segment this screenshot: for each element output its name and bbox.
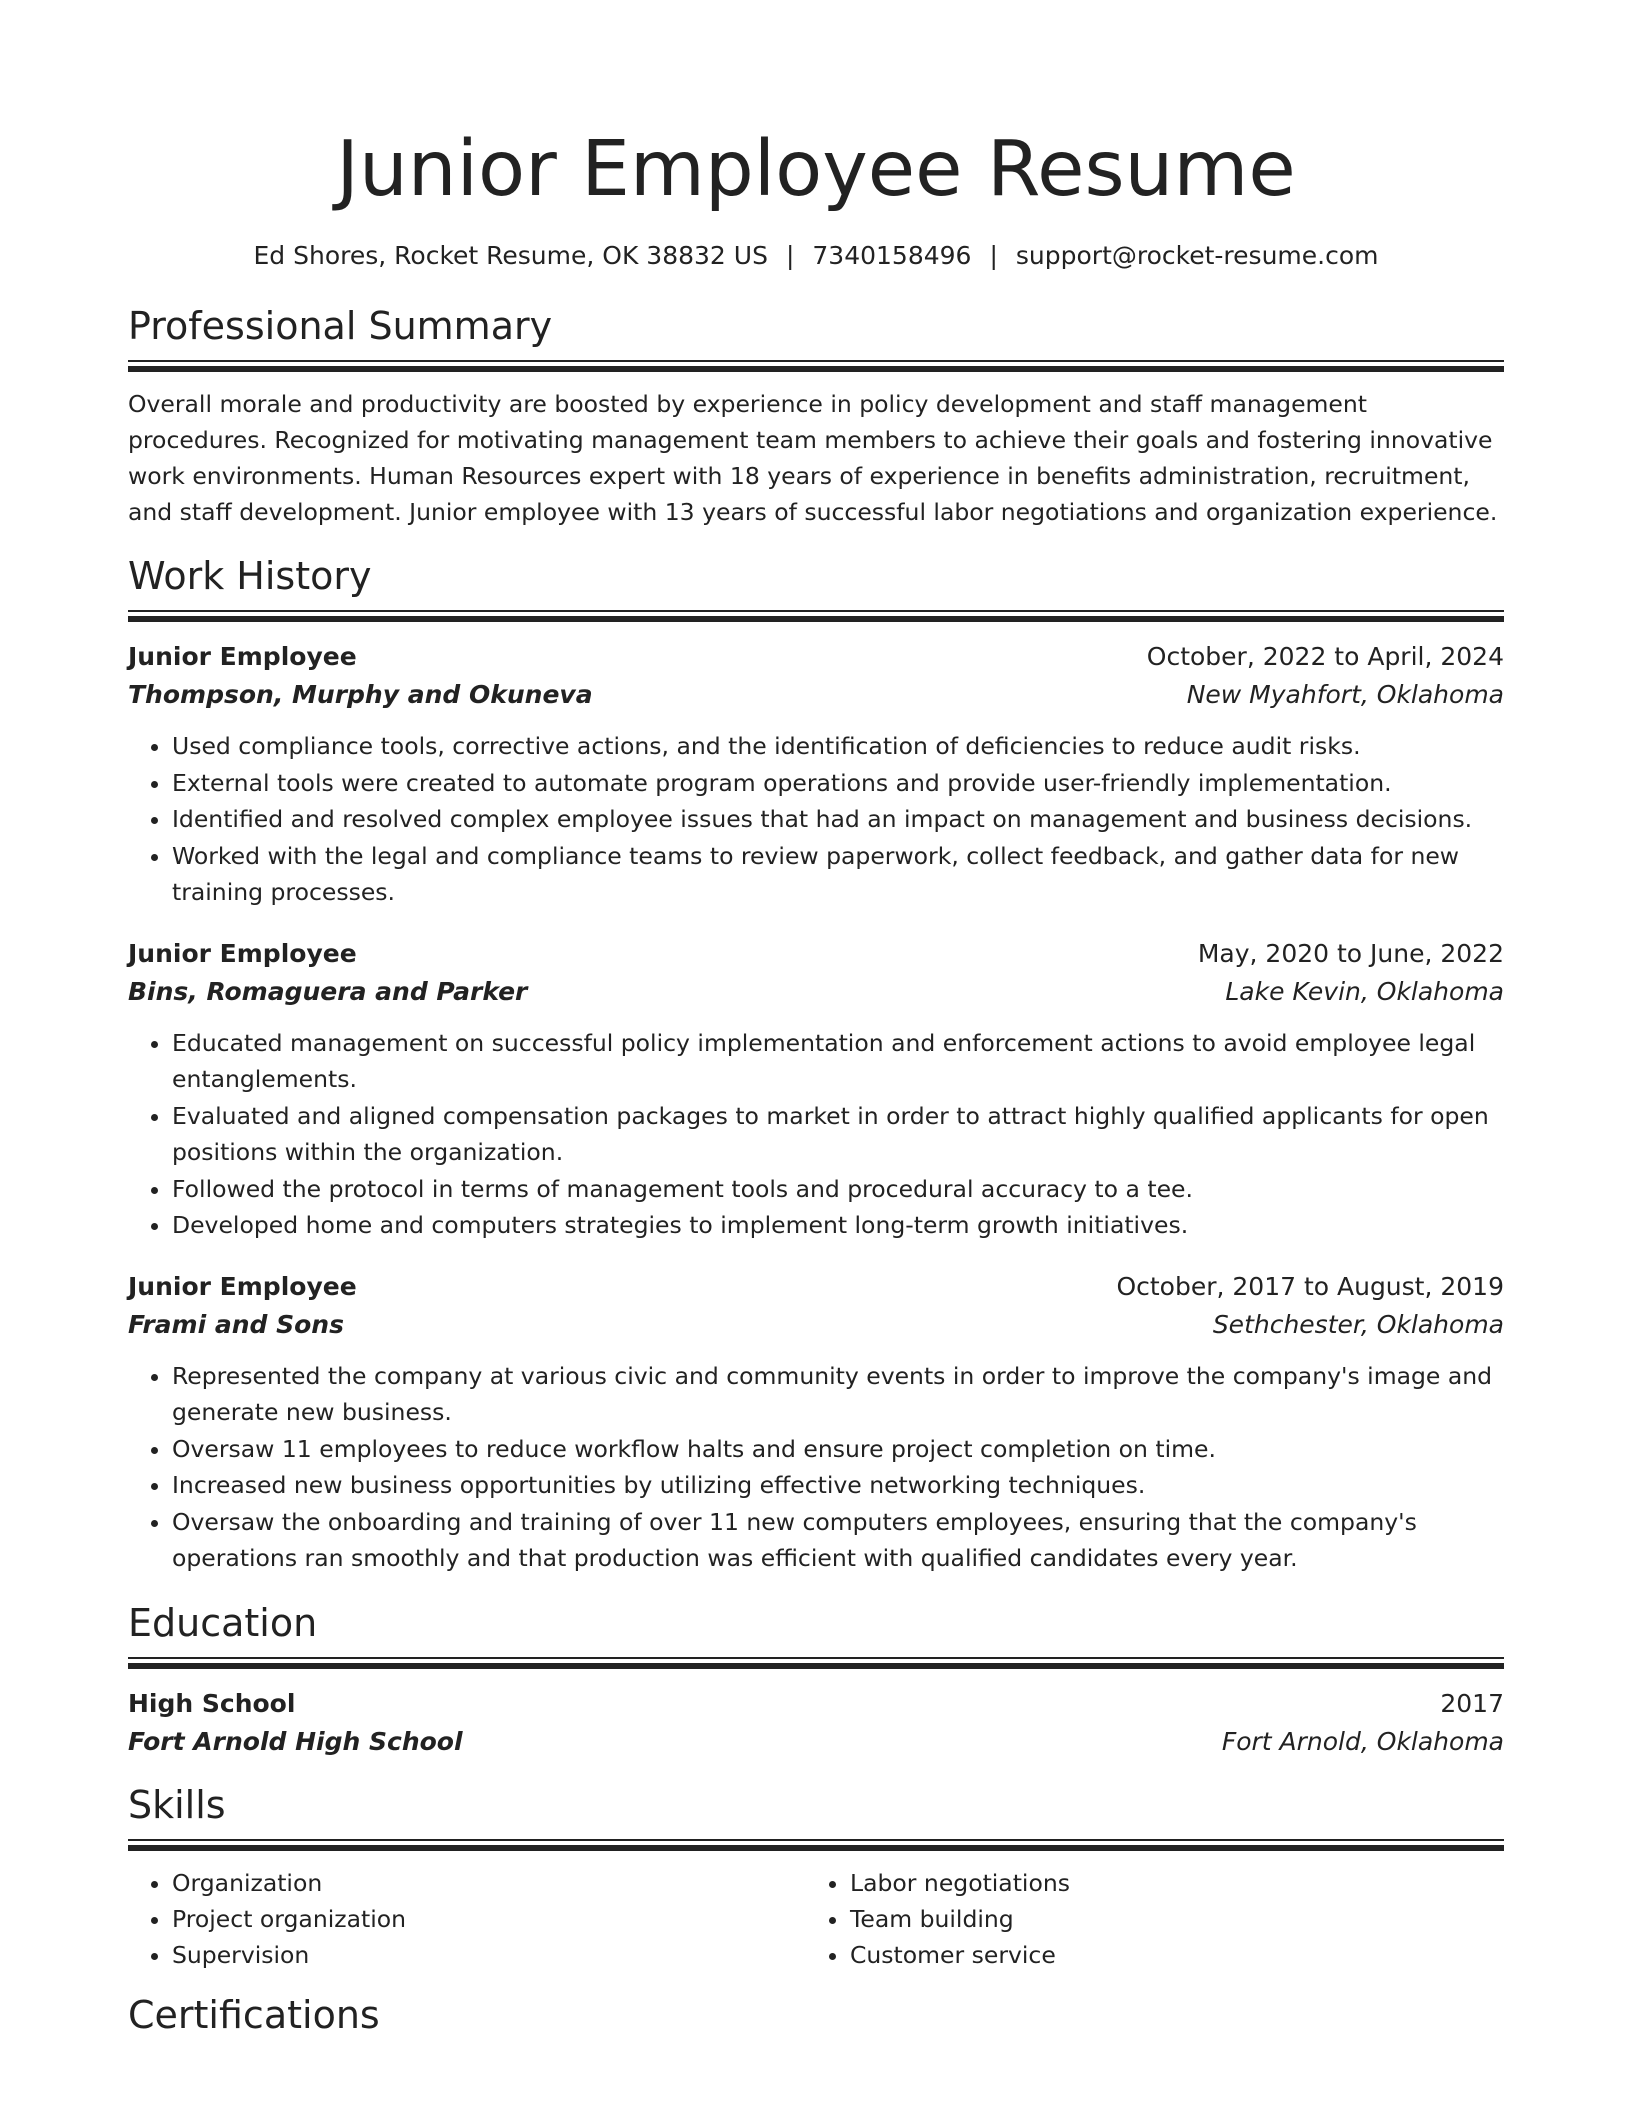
contact-separator: | <box>785 241 795 270</box>
page-title: Junior Employee Resume <box>336 125 1296 214</box>
job-entry <box>128 1268 1504 1577</box>
section-heading-work-history: Work History <box>128 554 372 598</box>
resume-page <box>128 0 1504 2039</box>
education-year: 2017 <box>1440 1688 1504 1718</box>
skill-item: • Customer service <box>850 1937 1484 1973</box>
skill-item: • Labor negotiations <box>850 1865 1484 1901</box>
job-bullet: • Evaluated and aligned compensation packages to market in order to attract highly qualified applicants for open positions within the organization. <box>172 1098 1504 1171</box>
job-bullet: • Developed home and computers strategies to implement long-term growth initiatives. <box>172 1207 1504 1244</box>
contact-line <box>128 240 1504 272</box>
job-location: New Myahfort, Oklahoma <box>1186 680 1504 709</box>
job-location: Lake Kevin, Oklahoma <box>1225 976 1504 1006</box>
skill-item: • Team building <box>850 1901 1484 1937</box>
skills-column-left <box>128 1865 806 1973</box>
job-bullet: • Followed the protocol in terms of management tools and procedural accuracy to a tee. <box>172 1171 1504 1208</box>
education-location: Fort Arnold, Oklahoma <box>1221 1726 1504 1756</box>
certifications-section <box>128 1991 1504 2039</box>
skills-section <box>128 1781 1504 1973</box>
section-heading-education: Education <box>128 1600 318 1645</box>
section-heading-skills: Skills <box>128 1782 226 1827</box>
job-title: Junior Employee <box>128 938 357 968</box>
job-bullet: • Educated management on successful policy implementation and enforcement actions to avoid employee legal entanglements. <box>172 1025 1504 1098</box>
job-dates: October, 2017 to August, 2019 <box>1116 1271 1504 1301</box>
job-bullet: • Increased new business opportunities by utilizing effective networking techniques. <box>172 1467 1504 1504</box>
job-bullet: • Identified and resolved complex employee issues that had an impact on management and business decisions. <box>172 801 1504 838</box>
job-company: Thompson, Murphy and Okuneva <box>128 680 593 709</box>
skills-column-right <box>806 1865 1484 1973</box>
education-degree: High School <box>128 1688 296 1718</box>
job-company: Bins, Romaguera and Parker <box>128 976 528 1006</box>
job-entry <box>128 638 1504 911</box>
contact-separator: | <box>989 241 998 270</box>
summary-text: Overall morale and productivity are boosted by experience in policy development and staff management procedures. Recognized for motivating management team members to achieve their goals and fostering innovative work environments. Human Resources expert with 18 years of experience in benefits administration, recruitment, and staff development. Junior employee with 13 years of successful labor negotiations and organization experience. <box>128 390 1498 526</box>
education-subheader <box>128 1723 1504 1761</box>
job-header <box>128 935 1504 973</box>
job-header <box>128 1268 1504 1306</box>
job-location: Sethchester, Oklahoma <box>1212 1309 1504 1339</box>
section-heading-certifications: Certifications <box>128 1992 380 2037</box>
summary-section <box>128 302 1504 530</box>
section-divider <box>128 360 1504 372</box>
education-entry <box>128 1685 1504 1761</box>
job-subheader <box>128 973 1504 1011</box>
job-header <box>128 638 1504 676</box>
section-divider <box>128 1839 1504 1851</box>
job-subheader <box>128 676 1504 714</box>
section-divider <box>128 1657 1504 1669</box>
job-bullet: • Represented the company at various civic and community events in order to improve the company's image and generate new business. <box>172 1358 1504 1431</box>
job-title: Junior Employee <box>128 642 357 671</box>
job-bullet: • Worked with the legal and compliance teams to review paperwork, collect feedback, and gather data for new training processes. <box>172 838 1504 911</box>
job-entry <box>128 935 1504 1244</box>
job-bullet: • Oversaw the onboarding and training of over 11 new computers employees, ensuring that the company's operations ran smoothly and that production was efficient with qualified candidates every year. <box>172 1504 1504 1577</box>
job-dates: October, 2022 to April, 2024 <box>1146 642 1504 671</box>
contact-email: support@rocket-resume.com <box>1015 241 1379 270</box>
education-header <box>128 1685 1504 1723</box>
job-bullet: • Used compliance tools, corrective actions, and the identification of deficiencies to reduce audit risks. <box>172 728 1504 765</box>
job-bullets <box>128 1358 1504 1577</box>
skills-grid <box>128 1865 1504 1973</box>
job-title: Junior Employee <box>128 1271 357 1301</box>
education-school: Fort Arnold High School <box>128 1726 463 1756</box>
job-bullets <box>128 1025 1504 1244</box>
section-heading-summary: Professional Summary <box>128 304 553 348</box>
section-divider <box>128 610 1504 622</box>
job-company: Frami and Sons <box>128 1309 344 1339</box>
work-history-section <box>128 552 1504 1577</box>
job-subheader <box>128 1306 1504 1344</box>
skill-item: • Organization <box>172 1865 806 1901</box>
education-section <box>128 1599 1504 1761</box>
contact-phone: 7340158496 <box>812 241 972 270</box>
job-bullet: • Oversaw 11 employees to reduce workflow halts and ensure project completion on time. <box>172 1431 1504 1468</box>
skill-item: • Project organization <box>172 1901 806 1937</box>
job-dates: May, 2020 to June, 2022 <box>1197 938 1504 968</box>
job-bullets <box>128 728 1504 911</box>
contact-address: Ed Shores, Rocket Resume, OK 38832 US <box>253 241 768 270</box>
job-bullet: • External tools were created to automate program operations and provide user-friendly implementation. <box>172 765 1504 802</box>
skill-item: • Supervision <box>172 1937 806 1973</box>
